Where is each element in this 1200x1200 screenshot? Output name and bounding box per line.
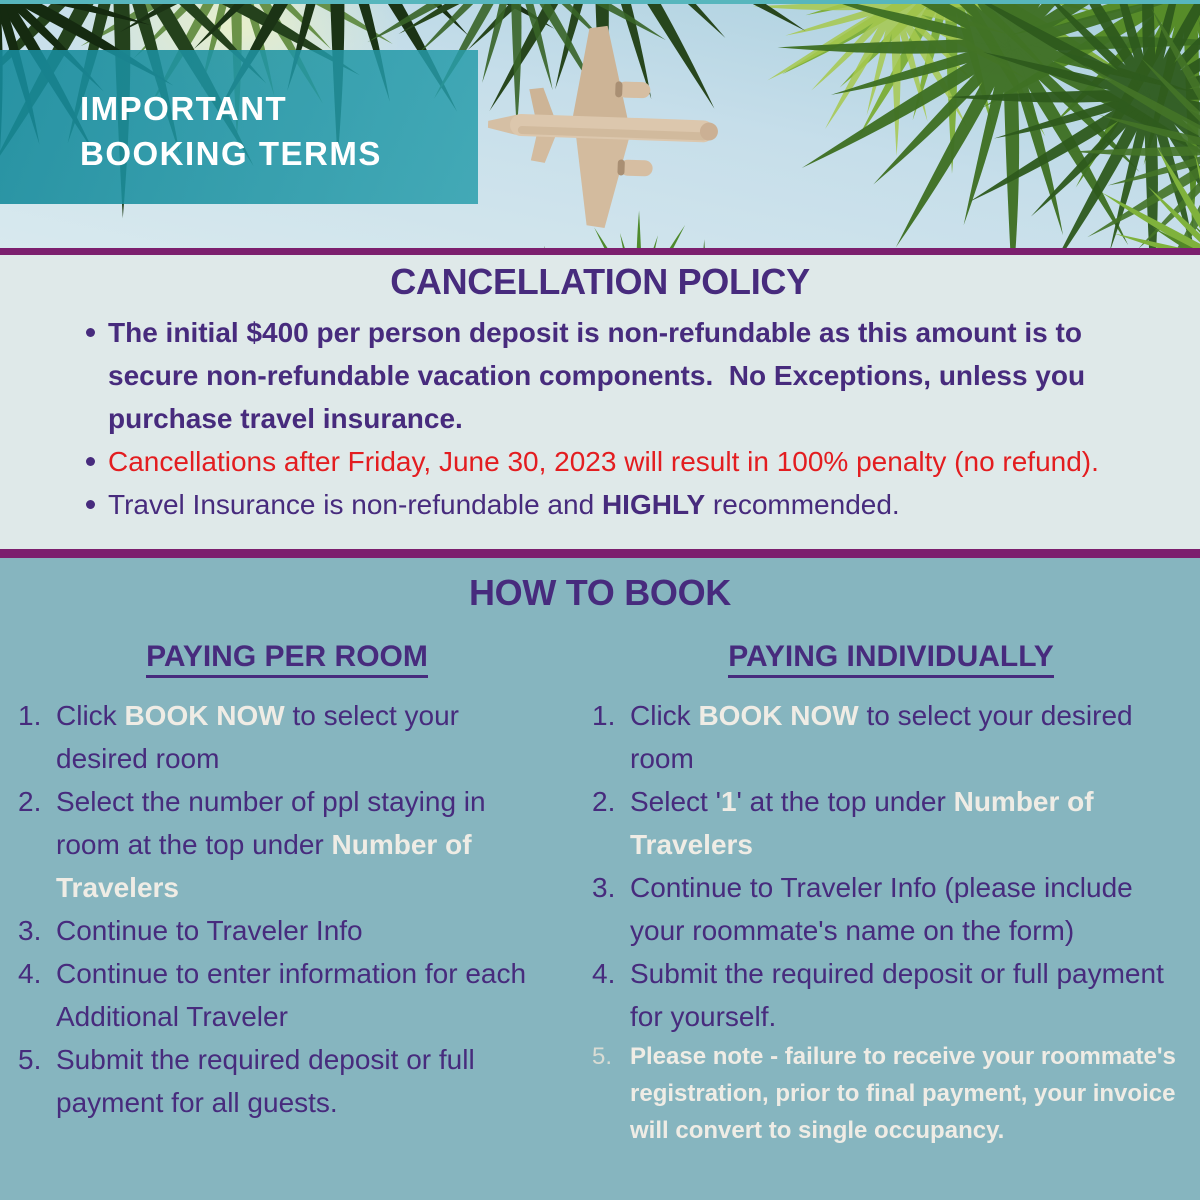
step-item: Submit the required deposit or full payment for all guests.	[56, 1044, 483, 1118]
cancellation-bullet-deposit	[86, 311, 1160, 440]
paying-per-room-column	[0, 640, 556, 1149]
poster-title-line1: IMPORTANT	[80, 90, 288, 127]
heading-text: PAYING PER ROOM	[146, 640, 428, 678]
paying-per-room-heading	[18, 640, 556, 674]
step-item: Click BOOK NOW to select your desired room	[56, 700, 467, 774]
step-item: Click BOOK NOW to select your desired room	[630, 700, 1141, 774]
purple-divider-middle	[0, 549, 1200, 558]
step-item: Submit the required deposit or full payment for yourself.	[630, 958, 1172, 1032]
hero-photo	[0, 0, 1200, 248]
cancellation-policy-section	[0, 255, 1200, 549]
bullet-text: Travel Insurance is non-refundable and	[108, 489, 602, 520]
top-strip	[0, 0, 1200, 4]
heading-text: PAYING INDIVIDUALLY	[728, 640, 1054, 678]
cancellation-bullet-penalty	[86, 440, 1160, 483]
cancellation-bullet-insurance	[86, 483, 1160, 526]
bullet-text-emphasis: HIGHLY	[601, 489, 706, 520]
step-item: Continue to enter information for each Additional Traveler	[56, 958, 533, 1032]
bullet-text: recommended.	[705, 489, 900, 520]
how-to-book-section	[0, 558, 1200, 1200]
how-to-book-columns	[0, 640, 1200, 1149]
title-banner	[0, 50, 478, 204]
cancellation-policy-title: CANCELLATION POLICY	[390, 261, 810, 302]
step-item: Continue to Traveler Info (please include your roommate's name on the form)	[630, 872, 1141, 946]
step-item: Continue to Traveler Info	[56, 915, 363, 946]
paying-individually-heading	[592, 640, 1190, 674]
bullet-text: Cancellations after Friday, June 30, 2023 will result in 100% penalty (no refund).	[108, 446, 1099, 477]
step-item: Select '1' at the top under Number of Travelers	[630, 786, 1102, 860]
step-item: Select the number of ppl staying in room at the top under Number of Travelers	[56, 786, 494, 903]
cancellation-bullet-list	[86, 311, 1160, 526]
bullet-dot	[86, 500, 95, 509]
purple-divider-top	[0, 248, 1200, 255]
bullet-dot	[86, 328, 95, 337]
paying-individually-steps	[592, 694, 1190, 1149]
paying-per-room-steps	[18, 694, 556, 1124]
paying-individually-column	[556, 640, 1200, 1149]
how-to-book-title: HOW TO BOOK	[468, 572, 732, 613]
step-item-note: Please note - failure to receive your roommate's registration, prior to final payment, your invoice will convert to single occupancy.	[630, 1043, 1183, 1144]
bullet-dot	[86, 457, 95, 466]
bullet-text: The initial $400 per person deposit is non-refundable as this amount is to secure non-refundable vacation components. No Exceptions, unless you purchase travel insurance.	[108, 317, 1093, 434]
poster-title-line2: BOOKING TERMS	[80, 135, 382, 172]
